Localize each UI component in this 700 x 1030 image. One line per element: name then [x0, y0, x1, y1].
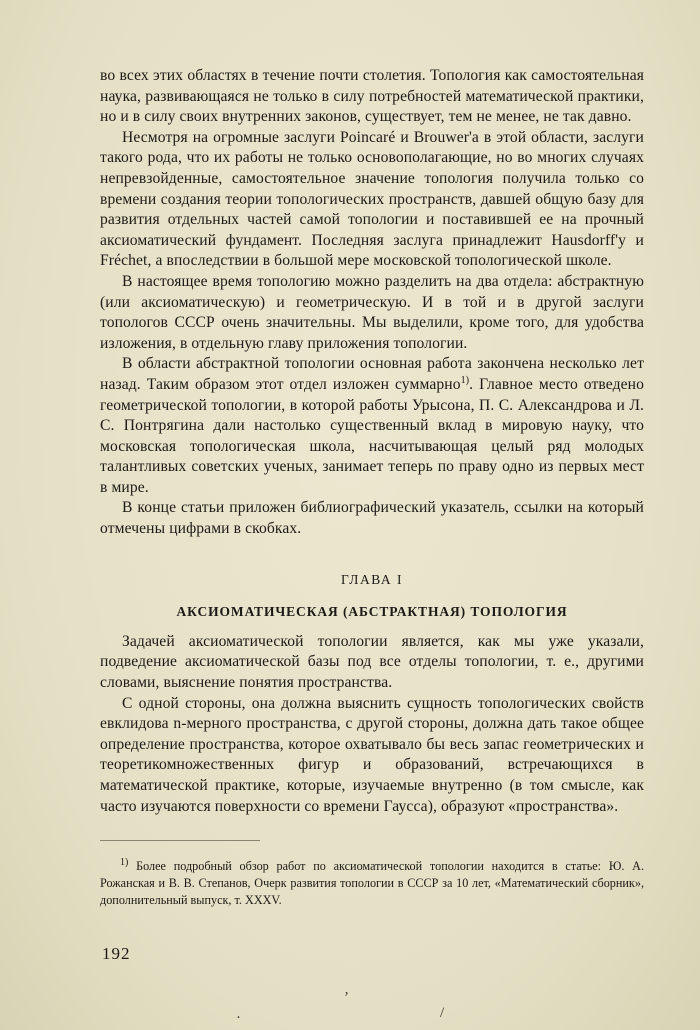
paragraph: во всех этих областях в течение почти столетия. Топология как самостоятельная наука, развивающаяся не только в силу потребностей математической практики, но и в силу своих внутренних законов, существует, тем не менее, не так давно.	[100, 67, 644, 126]
scan-speck: ·	[236, 1010, 241, 1026]
scan-speck: ʼ	[344, 990, 349, 1006]
page-number: 192	[102, 944, 131, 963]
paragraph-with-footnote: В области абстрактной топологии основная работа закончена несколько лет назад. Таким образом этот отдел изложен суммарно$^{1)}$. Главное место отведено геометрической топологии, в которой работы Урысона, П. С. Александрова и Л. С. Понтрягина дали настолько существенный вклад в мировую науку, что московская топологическая школа, насчитывающая целый ряд молодых талантливых советских ученых, занимает теперь по праву одно из первых мест в мире.	[100, 355, 644, 496]
footnote	[100, 858, 644, 909]
footnote-marker: 1)	[120, 856, 129, 868]
chapter-label: ГЛАВА I	[341, 571, 403, 587]
paragraph-text: Главное место отведено геометрической топологии, в которой работы Урысона, П. С. Александрова и Л. С. Понтрягина дали настолько существенный вклад в мировую науку, что московская топологическая школа, насчитывающая целый ряд молодых талантливых советских ученых, занимает теперь по праву одно из первых мест в мире.	[100, 375, 644, 496]
footnote-text: Более подробный обзор работ по аксиоматической топологии находится в статье: Ю. А. Рожанская и В. В. Степанов, Очерк развития топологии в СССР за 10 лет, «Математический сборник», дополнительный выпуск, т. XXXV.	[100, 859, 644, 907]
footnote-separator	[100, 840, 260, 841]
paragraph: В настоящее время топологию можно разделить на два отдела: абстрактную (или аксиоматическую) и геометрическую. И в той и в другой заслуги топологов СССР очень значительны. Мы выделили, кроме того, для удобства изложения, в отдельную главу приложения топологии.	[100, 272, 644, 352]
scan-speck: /	[440, 1005, 445, 1021]
paragraph-text: В области абстрактной топологии основная работа закончена несколько лет назад. Таким образом этот отдел изложен суммарно	[100, 355, 644, 393]
footnote-ref: 1)	[460, 374, 470, 386]
main-text	[100, 66, 644, 817]
paragraph: Несмотря на огромные заслуги Poincaré и Brouwer'a в этой области, заслуги такого рода, что их работы не только основополагающие, но во многих случаях непревзойденные, самостоятельное значение топология получила только со времени создания теории топологических пространств, давшей общую базу для развития отдельных частей самой топологии и поставившей ее на прочный аксиоматический фундамент. Последняя заслуга принадлежит Hausdorff'у и Fréchet, а впоследствии в большой мере московской топологической школе.	[100, 128, 644, 270]
paragraph: В конце статьи приложен библиографический указатель, ссылки на который отмечены цифрами в скобках.	[100, 499, 644, 538]
chapter-title: АКСИОМАТИЧЕСКАЯ (АБСТРАКТНАЯ) ТОПОЛОГИЯ	[176, 604, 568, 620]
paragraph: С одной стороны, она должна выяснить сущность топологических свойств евклидова n-мерного пространства, с другой стороны, должна дать такое общее определение пространства, которое охватывало бы весь запас геометрических и теоретикомножественных фигур и образований, встречающихся в математической практике, которые, изучаемые внутренно (в том смысле, как часто изучаются поверхности со времени Гаусса), образуют «пространства».	[100, 694, 644, 815]
paragraph: Задачей аксиоматической топологии является, как мы уже указали, подведение аксиоматической базы под все отделы топологии, т. е., другими словами, выяснение понятия пространства.	[100, 632, 644, 692]
